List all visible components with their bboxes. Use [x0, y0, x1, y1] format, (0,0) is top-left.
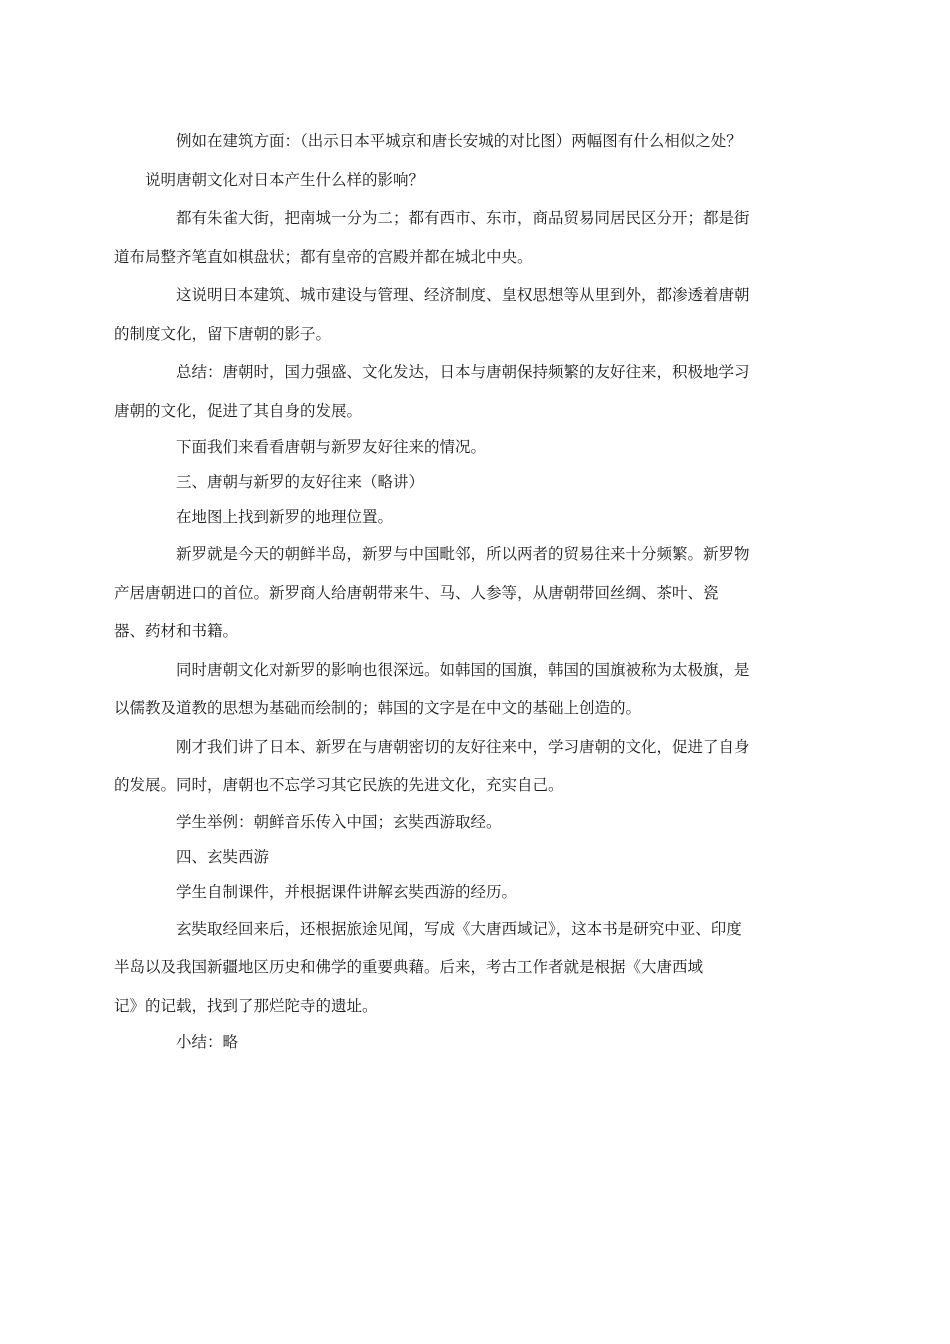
section-heading-xuanzang — [145, 840, 811, 875]
text-line: 都有朱雀大街，把南城一分为二；都有西市、东市，商品贸易同居民区分开；都是街 — [176, 209, 750, 227]
text-line: 在地图上找到新罗的地理位置。 — [176, 508, 394, 526]
paragraph-xuanzang-records — [114, 910, 811, 1026]
text-line: 半岛以及我国新疆地区历史和佛学的重要典藉。后来，考古工作者就是根据《大唐西域 — [114, 958, 704, 976]
text-line: 例如在建筑方面：（出示日本平城京和唐长安城的对比图）两幅图有什么相似之处？ — [176, 132, 742, 150]
text-line: 学生自制课件，并根据课件讲解玄奘西游的经历。 — [176, 882, 518, 901]
text-line: 产居唐朝进口的首位。新罗商人给唐朝带来牛、马、人参等，从唐朝带回丝绸、茶叶、瓷 — [114, 583, 719, 602]
paragraph-review — [114, 728, 811, 805]
text-line: 小结：略 — [176, 1033, 239, 1051]
document-body — [114, 122, 811, 1060]
paragraph-explanation — [114, 276, 811, 353]
text-line: 道布局整齐笔直如棋盘状；都有皇帝的宫殿并都在城北中央。 — [114, 247, 533, 266]
text-line: 说明唐朝文化对日本产生什么样的影响？ — [145, 170, 425, 189]
text-line: 学生举例：朝鲜音乐传入中国；玄奘西游取经。 — [176, 812, 502, 831]
section-heading-silla — [145, 465, 811, 500]
text-line: 这说明日本建筑、城市建设与管理、经济制度、皇权思想等从里到外，都渗透着唐朝 — [176, 286, 750, 304]
text-line: 总结：唐朝时，国力强盛、文化发达，日本与唐朝保持频繁的友好往来，积极地学习 — [176, 363, 750, 381]
text-line: 玄奘取经回来后，还根据旅途见闻，写成《大唐西域记》，这本书是研究中亚、印度 — [176, 919, 742, 938]
paragraph-map-location — [145, 500, 811, 535]
paragraph-architecture-question — [145, 122, 811, 199]
paragraph-silla-trade — [114, 535, 811, 651]
paragraph-student-courseware — [145, 875, 811, 910]
text-line: 记》的记载，找到了那烂陀寺的遗址。 — [114, 996, 378, 1015]
text-line: 的制度文化，留下唐朝的影子。 — [114, 324, 332, 343]
paragraph-student-examples — [145, 805, 811, 840]
paragraph-similarities — [114, 199, 811, 276]
text-line: 器、药材和书籍。 — [114, 622, 239, 640]
paragraph-conclusion — [145, 1025, 811, 1060]
text-line: 的发展。同时，唐朝也不忘学习其它民族的先进文化，充实自己。 — [114, 776, 564, 794]
text-line: 同时唐朝文化对新罗的影响也很深远。如韩国的国旗，韩国的国旗被称为太极旗，是 — [176, 660, 750, 679]
text-line: 新罗就是今天的朝鲜半岛，新罗与中国毗邻，所以两者的贸易往来十分频繁。新罗物 — [176, 545, 750, 563]
paragraph-transition-silla — [145, 430, 811, 465]
text-line: 下面我们来看看唐朝与新罗友好往来的情况。 — [176, 438, 487, 456]
text-line: 三、唐朝与新罗的友好往来（略讲） — [176, 473, 425, 491]
text-line: 唐朝的文化，促进了其自身的发展。 — [114, 401, 363, 420]
paragraph-silla-influence — [114, 651, 811, 728]
text-line: 四、玄奘西游 — [176, 847, 270, 866]
text-line: 以儒教及道教的思想为基础而绘制的；韩国的文字是在中文的基础上创造的。 — [114, 699, 642, 717]
text-line: 刚才我们讲了日本、新罗在与唐朝密切的友好往来中，学习唐朝的文化，促进了自身 — [176, 737, 750, 756]
paragraph-summary-japan — [114, 353, 811, 430]
